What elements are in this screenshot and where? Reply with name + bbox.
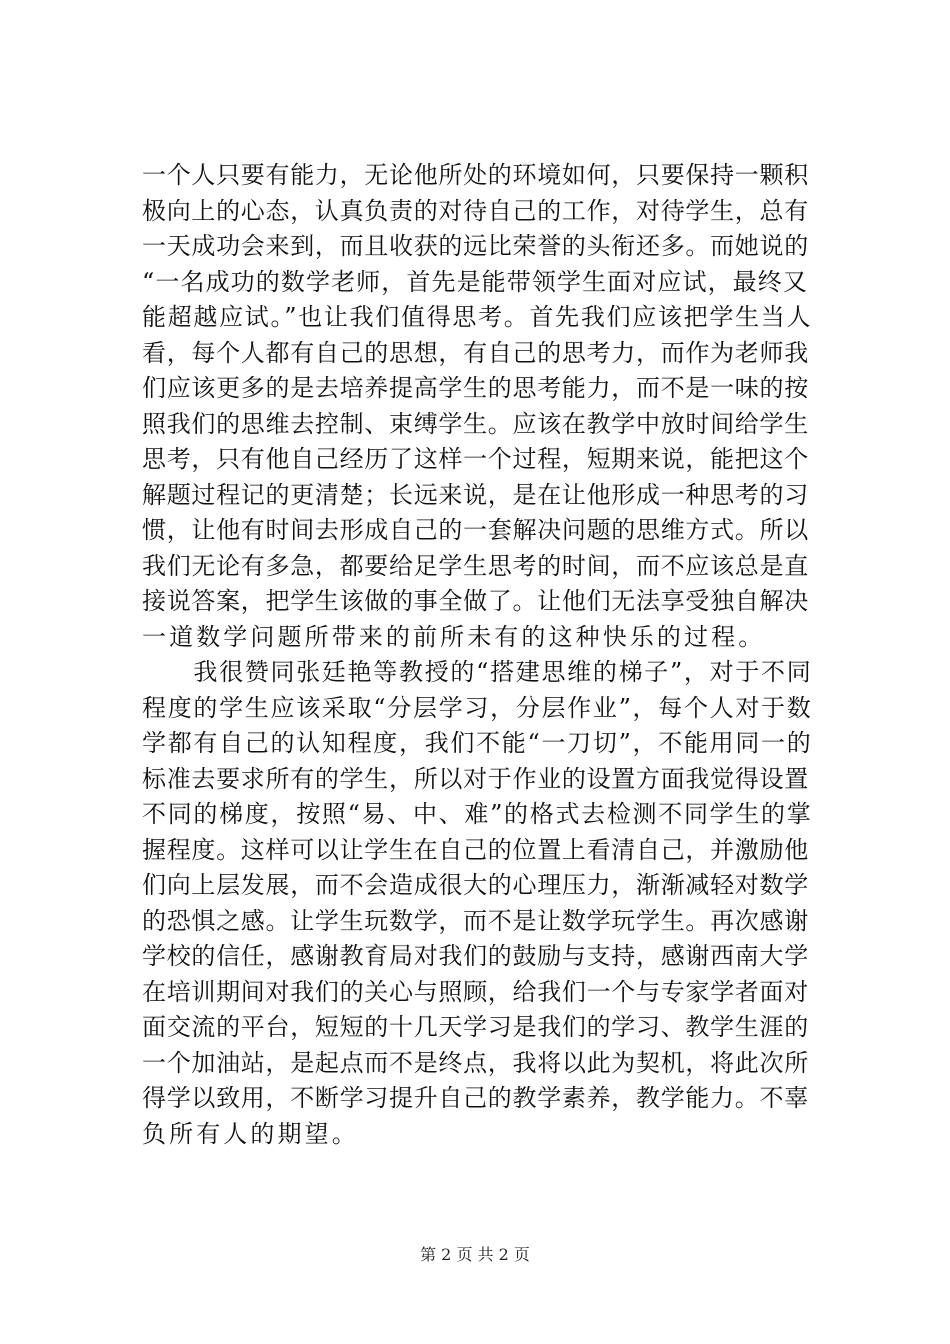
text-line: 接说答案，把学生该做的事全做了。让他们无法享受独自解决 bbox=[142, 587, 809, 615]
text-line: 面交流的平台，短短的十几天学习是我们的学习、教学生涯的 bbox=[142, 1013, 809, 1041]
text-line: 能超越应试。”也让我们值得思考。首先我们应该把学生当人 bbox=[142, 303, 813, 331]
text-line: 不同的梯度，按照“易、中、难”的格式去检测不同学生的掌 bbox=[142, 800, 813, 828]
text-line: 们向上层发展，而不会造成很大的心理压力，渐渐减轻对数学 bbox=[142, 871, 809, 899]
page-footer: 第 2 页 共 2 页 bbox=[420, 1245, 530, 1264]
text-line: 负所有人的期望。 bbox=[142, 1119, 359, 1148]
text-line: 我很赞同张廷艳等教授的“搭建思维的梯子”，对于不同 bbox=[142, 658, 813, 686]
body-text bbox=[142, 158, 812, 1152]
text-line: 一个人只要有能力，无论他所处的环境如何，只要保持一颗积 bbox=[142, 161, 809, 189]
text-line: 标准去要求所有的学生，所以对于作业的设置方面我觉得设置 bbox=[142, 764, 809, 793]
text-line: 握程度。这样可以让学生在自己的位置上看清自己，并激励他 bbox=[142, 835, 809, 864]
text-line: 照我们的思维去控制、束缚学生。应该在教学中放时间给学生 bbox=[142, 409, 809, 438]
text-line: 在培训期间对我们的关心与照顾，给我们一个与专家学者面对 bbox=[142, 977, 809, 1006]
text-line: 学校的信任，感谢教育局对我们的鼓励与支持，感谢西南大学 bbox=[142, 942, 809, 970]
text-line: 的恐惧之感。让学生玩数学，而不是让数学玩学生。再次感谢 bbox=[142, 906, 809, 935]
text-line: 我们无论有多急，都要给足学生思考的时间，而不应该总是直 bbox=[142, 551, 809, 580]
text-line: 一道数学问题所带来的前所未有的这种快乐的过程。 bbox=[142, 622, 766, 651]
text-line: 惯，让他有时间去形成自己的一套解决问题的思维方式。所以 bbox=[142, 516, 809, 544]
text-line: 们应该更多的是去培养提高学生的思考能力，而不是一味的按 bbox=[142, 374, 809, 402]
text-line: 程度的学生应该采取“分层学习，分层作业”，每个人对于数 bbox=[142, 693, 813, 722]
text-line: “一名成功的数学老师，首先是能带领学生面对应试，最终又 bbox=[142, 267, 808, 296]
text-line: 解题过程记的更清楚；长远来说，是在让他形成一种思考的习 bbox=[142, 480, 809, 509]
text-line: 思考，只有他自己经历了这样一个过程，短期来说，能把这个 bbox=[142, 445, 809, 473]
text-line: 极向上的心态，认真负责的对待自己的工作，对待学生，总有 bbox=[142, 196, 809, 225]
text-line: 一天成功会来到，而且收获的远比荣誉的头衔还多。而她说的 bbox=[142, 232, 809, 260]
text-line: 学都有自己的认知程度，我们不能“一刀切”，不能用同一的 bbox=[142, 729, 813, 757]
text-line: 得学以致用，不断学习提升自己的教学素养，教学能力。不辜 bbox=[142, 1084, 809, 1112]
text-line: 看，每个人都有自己的思想，有自己的思考力，而作为老师我 bbox=[142, 338, 809, 367]
text-line: 一个加油站，是起点而不是终点，我将以此为契机，将此次所 bbox=[142, 1048, 809, 1077]
